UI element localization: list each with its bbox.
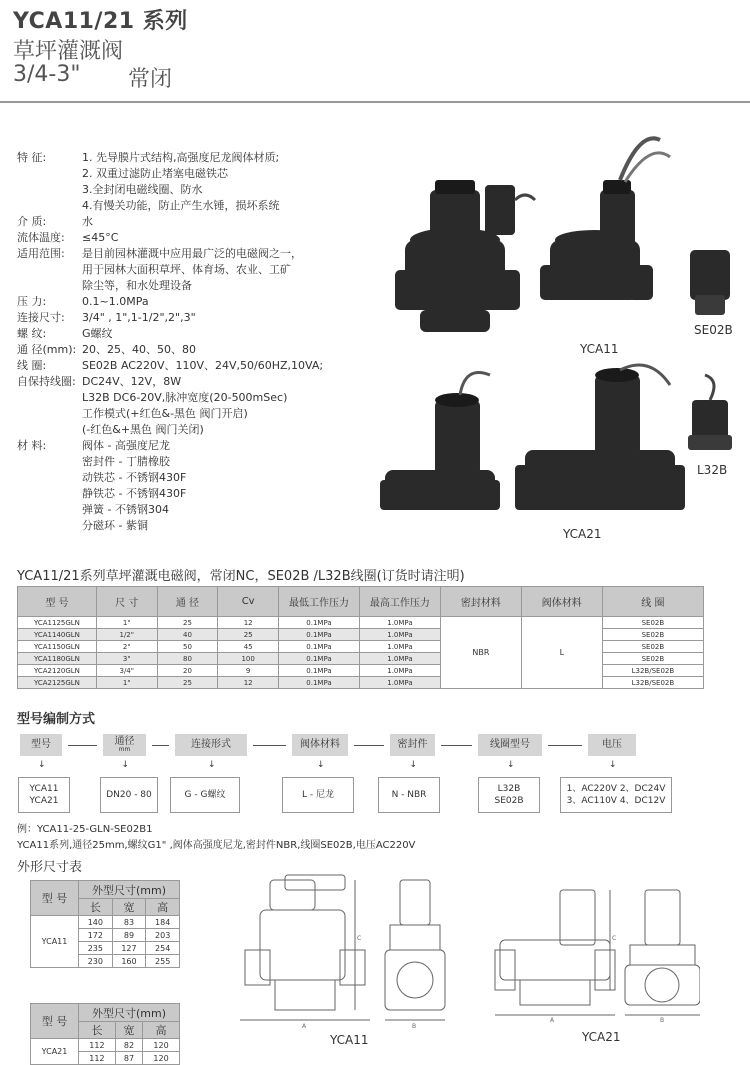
dim-c-yca11: C	[357, 935, 362, 942]
spec-label: 线 圈:	[17, 359, 47, 372]
yca11-large-photo	[395, 180, 535, 332]
dims-cell: 112	[79, 1052, 116, 1065]
se02b-coil-photo	[690, 250, 730, 315]
coding-value-box	[478, 777, 540, 813]
yca21-right-photo	[515, 365, 685, 510]
table-cell: YCA2120GLN	[18, 665, 97, 677]
dims-cell: 235	[79, 942, 113, 955]
coding-box-label: 电压	[602, 739, 622, 750]
table-cell: 25	[157, 677, 218, 689]
spec-value: 3.全封闭电磁线圈、防水	[82, 183, 203, 196]
spec-label	[17, 406, 82, 422]
table-header: Cv	[218, 587, 279, 617]
dims-col-dims-2: 外型尺寸(mm)	[79, 1004, 180, 1022]
table-cell: YCA1150GLN	[18, 641, 97, 653]
table-cell: 1/2"	[96, 629, 157, 641]
coil-cell: L32B/SE02B	[602, 665, 703, 677]
coil-cell: SE02B	[602, 653, 703, 665]
coding-box	[588, 734, 636, 756]
spec-value: 用于园林大面积草坪、体育场、农业、工矿	[82, 263, 291, 276]
spec-label: 通 径(mm):	[17, 343, 77, 356]
coil-cell: SE02B	[602, 641, 703, 653]
dim-b-yca21: B	[660, 1017, 665, 1024]
dims-cell: 89	[112, 929, 146, 942]
dims-col-model-2: 型 号	[31, 1004, 79, 1039]
spec-row	[17, 374, 347, 390]
coding-connector	[354, 745, 384, 746]
down-arrow-icon: ↓	[121, 760, 130, 770]
table-header: 线 圈	[602, 587, 703, 617]
table-cell: 1.0MPa	[359, 677, 440, 689]
coding-box	[478, 734, 542, 756]
spec-label	[17, 262, 82, 278]
spec-row	[17, 310, 347, 326]
spec-value: 是目前园林灌溉中应用最广泛的电磁阀之一，	[82, 247, 302, 260]
dims-table-yca11	[30, 880, 180, 968]
dims-model-cell: YCA11	[31, 916, 79, 968]
spec-row	[17, 438, 347, 454]
dims-col-w: 宽	[112, 899, 146, 916]
spec-label	[17, 166, 82, 182]
table-cell: 1"	[96, 617, 157, 629]
table-cell: YCA2125GLN	[18, 677, 97, 689]
yca21-label: YCA21	[563, 527, 602, 541]
spec-value: 分磁环 - 紫铜	[82, 519, 148, 532]
dims-row	[31, 1039, 180, 1052]
table-cell: 25	[157, 617, 218, 629]
dims-col-h: 高	[146, 899, 180, 916]
spec-label: 介 质:	[17, 215, 47, 228]
spec-row	[17, 406, 347, 422]
coding-value: 3、AC110V 4、DC12V	[566, 796, 666, 806]
table-cell: 0.1MPa	[279, 617, 360, 629]
down-arrow-icon: ↓	[208, 760, 216, 770]
dims-cell: 254	[146, 942, 180, 955]
coding-box	[390, 734, 435, 756]
coding-box-label: 阀体材料	[300, 739, 340, 750]
spec-value: (-红色&+黑色 阀门关闭)	[82, 423, 204, 436]
spec-value: 弹簧 - 不锈钢304	[82, 503, 169, 516]
table-cell: 50	[157, 641, 218, 653]
table-row	[18, 617, 704, 629]
coding-value: YCA21	[29, 796, 59, 806]
coding-value: G - G螺纹	[184, 790, 226, 800]
spec-row	[17, 294, 347, 310]
coil-cell: SE02B	[602, 629, 703, 641]
table-cell: 12	[218, 677, 279, 689]
spec-label	[17, 454, 82, 470]
spec-row	[17, 326, 347, 342]
spec-value: 工作模式(+红色&-黑色 阀门开启)	[82, 407, 248, 420]
coding-value: 1、AC220V 2、DC24V	[566, 784, 666, 794]
table-cell: 0.1MPa	[279, 629, 360, 641]
l32b-coil-photo	[688, 375, 732, 450]
spec-label: 自保持线圈:	[17, 375, 76, 388]
spec-value: 3/4" , 1",1-1/2",2",3"	[82, 311, 196, 324]
spec-value: 除尘等，和水处理设备	[82, 279, 192, 292]
coding-connector	[253, 745, 286, 746]
coding-value: L32B	[497, 784, 521, 794]
table-cell: YCA1140GLN	[18, 629, 97, 641]
yca11-side-drawing	[385, 880, 445, 1020]
table-cell: YCA1125GLN	[18, 617, 97, 629]
product-table	[17, 586, 704, 689]
coding-connector	[152, 745, 169, 746]
dims-col-w-2: 宽	[115, 1022, 142, 1039]
coil-cell: SE02B	[602, 617, 703, 629]
coding-box-label: 通径	[114, 736, 135, 747]
dims-cell: 82	[115, 1039, 142, 1052]
dims-col-model: 型 号	[31, 881, 79, 916]
spec-label	[17, 390, 82, 406]
spec-row	[17, 198, 347, 214]
spec-label	[17, 502, 82, 518]
table-cell: 20	[157, 665, 218, 677]
spec-value: 阀体 - 高强度尼龙	[82, 439, 170, 452]
dims-cell: 184	[146, 916, 180, 929]
spec-label: 流体温度:	[17, 231, 65, 244]
coil-cell: L32B/SE02B	[602, 677, 703, 689]
size-line: 3/4-3"	[13, 62, 81, 87]
table-cell: 45	[218, 641, 279, 653]
technical-drawings	[230, 870, 700, 1040]
dims-cell: 120	[143, 1052, 180, 1065]
dims-cell: 160	[112, 955, 146, 968]
spec-value: 0.1~1.0MPa	[82, 295, 149, 308]
table-cell: 0.1MPa	[279, 677, 360, 689]
table-header: 型 号	[18, 587, 97, 617]
dims-cell: 87	[115, 1052, 142, 1065]
spec-label: 适用范围:	[17, 247, 65, 260]
coding-value-box	[378, 777, 440, 813]
dims-cell: 172	[79, 929, 113, 942]
spec-row	[17, 182, 347, 198]
coding-box	[175, 734, 247, 756]
dims-cell: 255	[146, 955, 180, 968]
coding-title: 型号编制方式	[17, 712, 96, 727]
spec-value: 静铁芯 - 不锈钢430F	[82, 487, 187, 500]
table-cell: 9	[218, 665, 279, 677]
coding-example: 例：YCA11-25-GLN-SE02B1	[17, 824, 153, 835]
spec-row	[17, 390, 347, 406]
yca11-right-photo	[540, 138, 670, 300]
table-cell: 3/4"	[96, 665, 157, 677]
drawing-yca21-label: YCA21	[582, 1030, 621, 1044]
down-arrow-icon: ↓	[317, 760, 325, 770]
table-header: 通 径	[157, 587, 218, 617]
coding-value-box	[282, 777, 354, 813]
spec-row	[17, 422, 347, 438]
down-arrow-icon: ↓	[609, 760, 617, 770]
dims-col-l: 长	[79, 899, 113, 916]
spec-row	[17, 246, 347, 262]
spec-row	[17, 502, 347, 518]
drawing-yca11-label: YCA11	[330, 1033, 369, 1047]
spec-label	[17, 422, 82, 438]
table-header: 阀体材料	[521, 587, 602, 617]
table-cell: 3"	[96, 653, 157, 665]
table-cell: 1.0MPa	[359, 653, 440, 665]
coding-value-box	[100, 777, 158, 813]
dim-a-yca11: A	[302, 1023, 307, 1030]
table-cell: 0.1MPa	[279, 653, 360, 665]
page-title: YCA11/21 系列	[13, 9, 188, 34]
page-subtitle: 草坪灌溉阀	[13, 39, 124, 64]
table-cell: 100	[218, 653, 279, 665]
dims-col-dims: 外型尺寸(mm)	[79, 881, 180, 899]
spec-label	[17, 470, 82, 486]
coding-connector	[68, 745, 97, 746]
spec-value: 动铁芯 - 不锈钢430F	[82, 471, 187, 484]
down-arrow-icon: ↓	[38, 760, 46, 770]
spec-row	[17, 278, 347, 294]
coding-box-label: 型号	[31, 739, 51, 750]
spec-value: 4.有慢关功能，防止产生水锤，损坏系统	[82, 199, 280, 212]
spec-label	[17, 198, 82, 214]
dim-b-yca11: B	[412, 1023, 417, 1030]
spec-row	[17, 358, 347, 374]
valve-type: 常闭	[128, 67, 173, 92]
table-cell: 1.0MPa	[359, 617, 440, 629]
dims-model-cell: YCA21	[31, 1039, 79, 1065]
table-cell: 0.1MPa	[279, 641, 360, 653]
dims-cell: 83	[112, 916, 146, 929]
table-cell: 0.1MPa	[279, 665, 360, 677]
yca21-left-photo	[380, 373, 500, 511]
spec-row	[17, 518, 347, 534]
coding-connector	[441, 745, 472, 746]
yca11-front-drawing	[240, 875, 370, 1020]
product-photos	[370, 130, 750, 550]
table-header: 密封材料	[440, 587, 521, 617]
dims-row	[31, 916, 180, 929]
table-cell: 1.0MPa	[359, 665, 440, 677]
down-arrow-icon: ↓	[507, 760, 515, 770]
spec-value: L32B DC6-20V,脉冲宽度(20-500mSec)	[82, 391, 288, 404]
coding-value: L - 尼龙	[302, 790, 334, 800]
yca21-front-drawing	[495, 890, 615, 1015]
body-material-cell: L	[521, 617, 602, 689]
yca11-label: YCA11	[580, 342, 619, 356]
spec-value: 2. 双重过滤防止堵塞电磁铁芯	[82, 167, 228, 180]
spec-label: 螺 纹:	[17, 327, 47, 340]
spec-value: 密封件 - 丁腈橡胶	[82, 455, 170, 468]
coding-box-unit: mm	[118, 746, 131, 753]
dims-cell: 203	[146, 929, 180, 942]
table-cell: 2"	[96, 641, 157, 653]
spec-label	[17, 518, 82, 534]
spec-label: 压 力:	[17, 295, 47, 308]
dims-title: 外形尺寸表	[17, 860, 83, 875]
coding-connector	[548, 745, 582, 746]
spec-value: 水	[82, 215, 93, 228]
table-header: 最高工作压力	[359, 587, 440, 617]
spec-label: 连接尺寸:	[17, 311, 65, 324]
spec-row	[17, 342, 347, 358]
table-cell: 1"	[96, 677, 157, 689]
dims-cell: 230	[79, 955, 113, 968]
coding-value-box	[170, 777, 240, 813]
coding-value: SE02B	[494, 796, 524, 806]
spec-row	[17, 454, 347, 470]
coding-value-box	[560, 777, 672, 813]
spec-row	[17, 470, 347, 486]
coding-example-desc: YCA11系列,通径25mm,螺纹G1" ,阀体高强度尼龙,密封件NBR,线圈SE02B,电压AC220V	[17, 840, 416, 851]
se02b-label: SE02B	[694, 323, 733, 337]
dims-cell: 140	[79, 916, 113, 929]
down-arrow-icon: ↓	[409, 760, 418, 770]
table-cell: 1.0MPa	[359, 629, 440, 641]
coding-box-label: 线圈型号	[490, 739, 530, 750]
spec-row	[17, 150, 347, 166]
yca21-side-drawing	[625, 890, 700, 1015]
table-cell: YCA1180GLN	[18, 653, 97, 665]
coding-box	[103, 734, 146, 756]
spec-value: 20、25、40、50、80	[82, 343, 196, 356]
spec-list	[17, 150, 347, 534]
dims-cell: 120	[143, 1039, 180, 1052]
spec-label	[17, 278, 82, 294]
spec-label	[17, 182, 82, 198]
spec-value: DC24V、12V，8W	[82, 375, 182, 388]
header-divider	[0, 101, 750, 103]
spec-label: 材 料:	[17, 439, 47, 452]
coding-value: YCA11	[29, 784, 59, 794]
dims-cell: 112	[79, 1039, 116, 1052]
table-cell: 25	[218, 629, 279, 641]
coding-value-box	[18, 777, 70, 813]
spec-label	[17, 486, 82, 502]
table-cell: 40	[157, 629, 218, 641]
spec-row	[17, 166, 347, 182]
dim-a-yca21: A	[550, 1017, 555, 1024]
coding-box	[292, 734, 348, 756]
dims-cell: 127	[112, 942, 146, 955]
table-cell: 1.0MPa	[359, 641, 440, 653]
table-cell: 80	[157, 653, 218, 665]
table-title: YCA11/21系列草坪灌溉电磁阀，常闭NC，SE02B /L32B线圈(订货时请注明)	[17, 569, 465, 584]
dims-col-l-2: 长	[79, 1022, 116, 1039]
dim-c-yca21: C	[612, 935, 617, 942]
spec-value: 1. 先导膜片式结构,高强度尼龙阀体材质;	[82, 151, 280, 164]
l32b-label: L32B	[697, 463, 728, 477]
coding-box-label: 连接形式	[191, 739, 231, 750]
seal-material-cell: NBR	[440, 617, 521, 689]
spec-label: 特 征:	[17, 151, 47, 164]
table-header: 尺 寸	[96, 587, 157, 617]
coding-value: DN20 - 80	[106, 790, 152, 800]
spec-row	[17, 486, 347, 502]
spec-value: ≤45°C	[82, 231, 119, 244]
spec-row	[17, 214, 347, 230]
coding-value: N - NBR	[391, 790, 427, 800]
spec-value: SE02B AC220V、110V、24V,50/60HZ,10VA;	[82, 359, 324, 372]
spec-row	[17, 230, 347, 246]
coding-box-label: 密封件	[397, 739, 428, 750]
table-header: 最低工作压力	[279, 587, 360, 617]
spec-row	[17, 262, 347, 278]
table-cell: 12	[218, 617, 279, 629]
spec-value: G螺纹	[82, 327, 113, 340]
coding-box	[20, 734, 62, 756]
dims-col-h-2: 高	[143, 1022, 180, 1039]
